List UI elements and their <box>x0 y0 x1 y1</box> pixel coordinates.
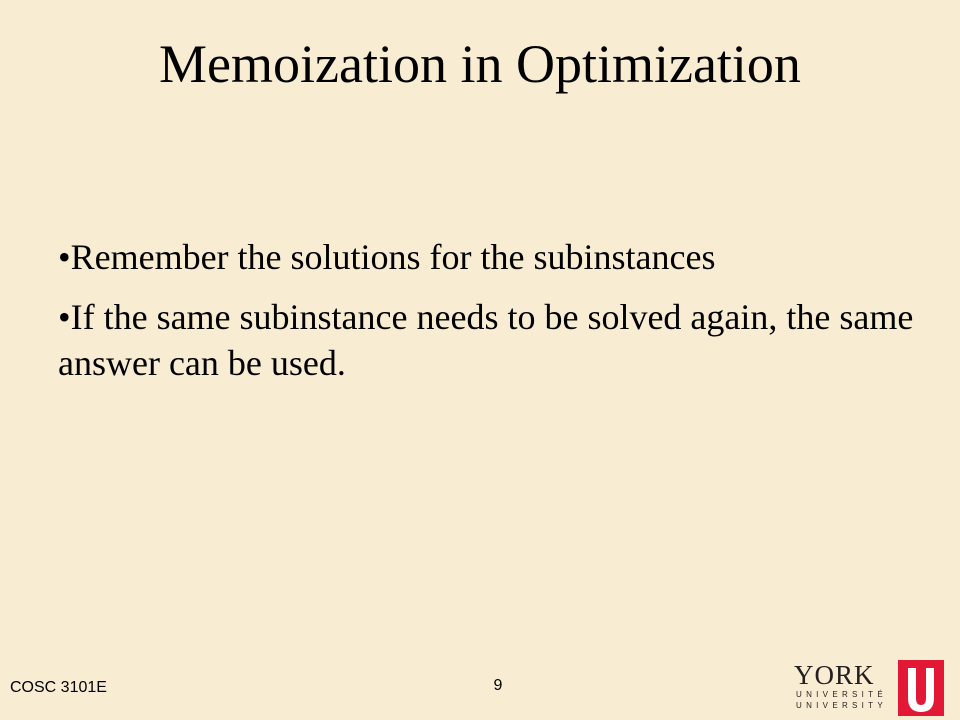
slide-title: Memoization in Optimization <box>159 34 801 94</box>
york-u-mark-icon <box>898 660 944 716</box>
bullet-text: If the same subinstance needs to be solved again, the same answer can be used. <box>58 297 914 383</box>
logo-subtitle-english: UNIVERSITY <box>796 701 888 710</box>
logo-subtitle-french: UNIVERSITÉ <box>796 690 888 699</box>
bullet-list <box>58 234 938 400</box>
bullet-item <box>58 294 938 386</box>
bullet-item <box>58 234 938 280</box>
bullet-marker: • <box>58 237 71 277</box>
logo-wordmark: YORK <box>794 660 875 690</box>
course-code-footer: COSC 3101E <box>10 679 107 696</box>
page-number: 9 <box>493 677 503 694</box>
york-university-logo <box>794 660 944 716</box>
bullet-marker: • <box>58 297 71 337</box>
bullet-text: Remember the solutions for the subinstances <box>70 237 716 277</box>
